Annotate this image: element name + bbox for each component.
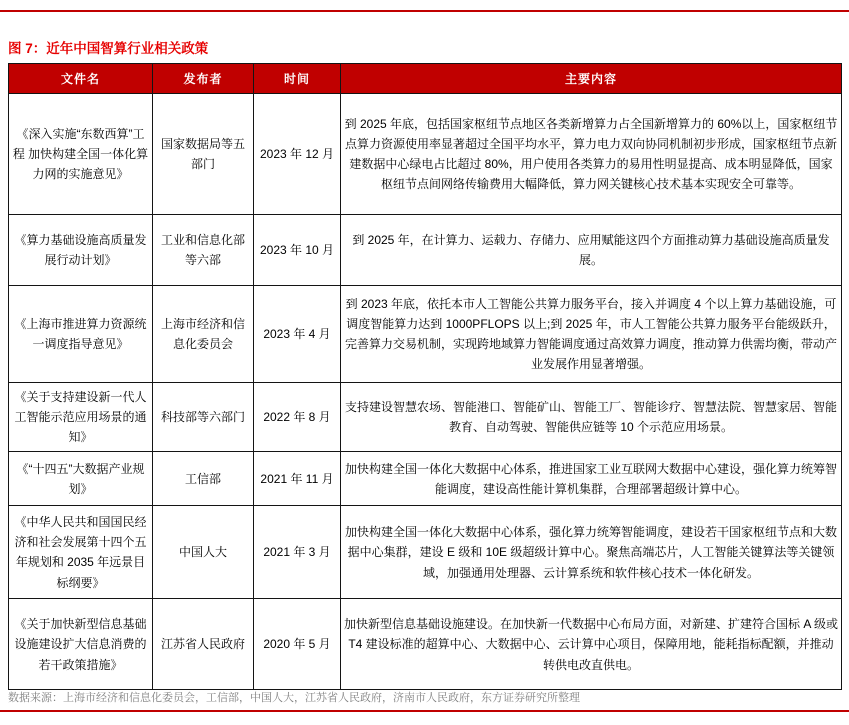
- data-source-note: 数据来源：上海市经济和信息化委员会，工信部，中国人大，江苏省人民政府，济南市人民政府，东方证券研究所整理: [8, 692, 580, 704]
- policy-name-cell: 《深入实施“东数西算”工程 加快构建全国一体化算力网的实施意见》: [9, 94, 153, 215]
- content-cell: 到 2025 年底，包括国家枢纽节点地区各类新增算力占全国新增算力的 60%以上，国家枢纽节点算力资源使用率显著超过全国平均水平，算力电力双向协同机制初步形成，国家枢纽节点新建数据中心绿电占比超过 80%，用户使用各类算力的易用性明显提高、成本明显降低，国家枢纽节点间网络传输费用大幅降低，算力网关键核心技术基本实现安全可靠等。: [341, 94, 842, 215]
- date-cell: 2021 年 3 月: [254, 506, 341, 599]
- date-cell: 2023 年 10 月: [254, 215, 341, 286]
- date-cell: 2023 年 4 月: [254, 286, 341, 383]
- date-cell: 2020 年 5 月: [254, 599, 341, 690]
- table-body: [9, 94, 842, 690]
- content-cell: 加快构建全国一体化大数据中心体系，推进国家工业互联网大数据中心建设，强化算力统筹智能调度，建设高性能计算机集群，合理部署超级计算中心。: [341, 452, 842, 506]
- figure-title: 图 7：近年中国智算行业相关政策: [8, 41, 209, 56]
- column-header-main-content: 主要内容: [341, 64, 842, 94]
- table-header: [9, 64, 842, 94]
- policy-name-cell: 《“十四五”大数据产业规划》: [9, 452, 153, 506]
- table-row: [9, 452, 842, 506]
- policy-name-cell: 《关于加快新型信息基础设施建设扩大信息消费的若干政策措施》: [9, 599, 153, 690]
- table-row: [9, 94, 842, 215]
- content-cell: 到 2025 年，在计算力、运载力、存储力、应用赋能这四个方面推动算力基础设施高质量发展。: [341, 215, 842, 286]
- policy-name-cell: 《关于支持建设新一代人工智能示范应用场景的通知》: [9, 383, 153, 452]
- policy-name-cell: 《中华人民共和国国民经济和社会发展第十四个五年规划和 2035 年远景目标纲要》: [9, 506, 153, 599]
- content-cell: 到 2023 年底，依托本市人工智能公共算力服务平台，接入并调度 4 个以上算力基础设施，可调度智能算力达到 1000PFLOPS 以上;到 2025 年，市人工智能公共算力服务平台能级跃升，完善算力交易机制，实现跨地域算力智能调度通过高效算力调度，推动算力供需均衡，带动产业发展作用显著增强。: [341, 286, 842, 383]
- publisher-cell: 工信部: [153, 452, 254, 506]
- column-header-date: 时间: [254, 64, 341, 94]
- table-row: [9, 215, 842, 286]
- policy-table: [8, 63, 842, 690]
- table-row: [9, 383, 842, 452]
- content-cell: 加快构建全国一体化大数据中心体系，强化算力统筹智能调度，建设若干国家枢纽节点和大数据中心集群，建设 E 级和 10E 级超级计算中心。聚焦高端芯片，人工智能关键算法等关键领域，加强通用处理器、云计算系统和软件核心技术一体化研发。: [341, 506, 842, 599]
- publisher-cell: 科技部等六部门: [153, 383, 254, 452]
- policy-name-cell: 《算力基础设施高质量发展行动计划》: [9, 215, 153, 286]
- publisher-cell: 工业和信息化部等六部: [153, 215, 254, 286]
- date-cell: 2022 年 8 月: [254, 383, 341, 452]
- table-row: [9, 599, 842, 690]
- top-divider-line: [0, 10, 849, 12]
- column-header-file-name: 文件名: [9, 64, 153, 94]
- table-row: [9, 286, 842, 383]
- table-row: [9, 506, 842, 599]
- bottom-divider-line: [0, 710, 849, 712]
- content-cell: 支持建设智慧农场、智能港口、智能矿山、智能工厂、智能诊疗、智慧法院、智慧家居、智能教育、自动驾驶、智能供应链等 10 个示范应用场景。: [341, 383, 842, 452]
- publisher-cell: 上海市经济和信息化委员会: [153, 286, 254, 383]
- policy-name-cell: 《上海市推进算力资源统一调度指导意见》: [9, 286, 153, 383]
- date-cell: 2021 年 11 月: [254, 452, 341, 506]
- table-header-row: [9, 64, 842, 94]
- content-cell: 加快新型信息基础设施建设。在加快新一代数据中心布局方面，对新建、扩建符合国标 A 级或 T4 建设标准的超算中心、大数据中心、云计算中心项目，保障用地，能耗指标配额，并推动转供电改直供电。: [341, 599, 842, 690]
- date-cell: 2023 年 12 月: [254, 94, 341, 215]
- publisher-cell: 江苏省人民政府: [153, 599, 254, 690]
- column-header-publisher: 发布者: [153, 64, 254, 94]
- publisher-cell: 国家数据局等五部门: [153, 94, 254, 215]
- publisher-cell: 中国人大: [153, 506, 254, 599]
